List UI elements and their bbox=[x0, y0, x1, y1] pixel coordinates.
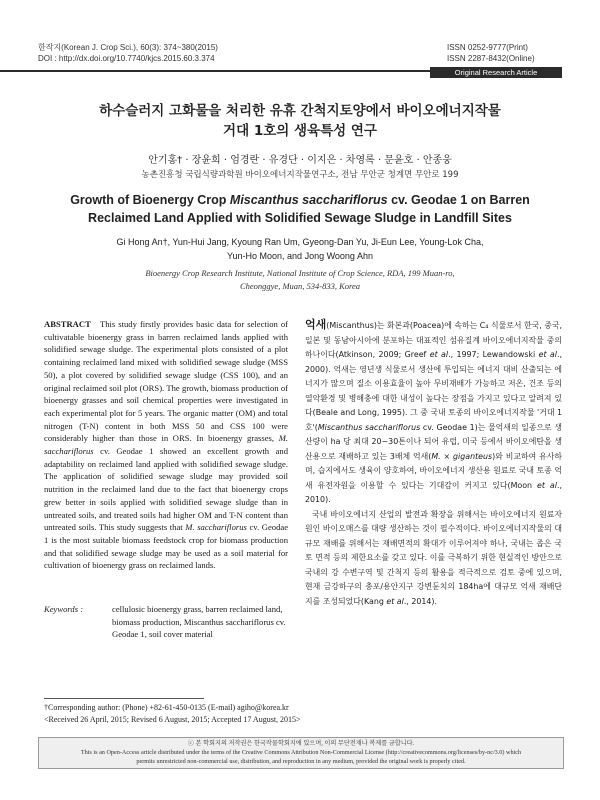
article-type-badge: Original Research Article bbox=[430, 67, 562, 78]
english-affiliation-line-1: Bioenergy Crop Research Institute, National Institute of Crop Science, RDA, 199 Muan-ro, bbox=[145, 268, 455, 278]
introduction-column bbox=[305, 318, 562, 609]
abstract-text-b: cv. Geodae 1 showed an excellent growth and adaptability on reclaimed land applied with solidified sewage sludge. The application of solidified sewage sludge may provided soil nutrition in the reclaimed land due to the fact that bioenergy crops grew better in soils applied with solidified sewage sludge than in untreated soils, and treated soils had higher OM and T-N content than untreated soils. This study suggests that bbox=[44, 446, 288, 533]
english-authors-line-2: Yun-Ho Moon, and Jong Woong Ahn bbox=[227, 251, 373, 261]
intro-p1-d: cv. Geodae 1)는 물억새의 일종으로 생산량이 ha 당 최대 20~30톤이나 되어 유럽, 미국 등에서 바이오에탄올 생산용으로 재배하고 있는 3배체 억새( bbox=[305, 422, 562, 461]
english-title-prefix: Growth of Bioenergy Crop bbox=[70, 193, 230, 207]
intro-et-al: et al bbox=[386, 596, 404, 606]
korean-title-line-1: 하수슬러지 고화물을 처리한 유휴 간척지토양에서 바이오에너지작물 bbox=[99, 103, 501, 119]
intro-giganteus-genus: M. bbox=[431, 451, 441, 461]
intro-et-al: et al bbox=[429, 350, 449, 359]
korean-authors: 안기홍† · 장윤희 · 엄경란 · 유경단 · 이지은 · 차영록 · 문윤호 · 안종웅 bbox=[148, 155, 452, 166]
korean-title-line-2: 거대 1호의 생육특성 연구 bbox=[223, 123, 377, 139]
abstract-species-2: M. sacchariflorus bbox=[185, 522, 247, 533]
intro-et-al: et al bbox=[537, 480, 557, 490]
abstract-label: ABSTRACT bbox=[44, 319, 91, 329]
intro-p1-a: (Miscanthus)는 화본과(Poacea)에 속하는 C₄ 식물로서 한국, 중국, 일본 및 동남아시아에 분포하는 대표적인 섬유질계 바이오에너지작물 중의 하나이다(Atkinson, 2009; Greef bbox=[305, 321, 562, 359]
abstract-text-a: This study firstly provides basic data for selection of cultivatable bioenergy grass in barren reclaimed lands applied with solidified sewage sludge. The experimental plots consisted of a plot containing reclaimed land mixed with solidified sewage sludge (MSS 50), a plot covered by solidified sewage sludge (CSS 100), and an original reclaimed soil plot (ORS). The growth, biomass production of bioenergy grasses and soil chemical properties were investigated in each experimental plot for 5 years. The organic matter (OM) and total nitrogen (T-N) content in both MSS 50 and CSS 100 were considerably higher than those in ORS. In bioenergy grasses, bbox=[44, 319, 289, 444]
english-title-line-2: Reclaimed Land Applied with Solidified Sewage Sludge in Landfill Sites bbox=[88, 211, 512, 225]
intro-lead-word: 억새 bbox=[305, 318, 327, 331]
doi-link[interactable]: DOI : http://dx.doi.org/10.7740/kjcs.2015.60.3.374 bbox=[38, 54, 215, 63]
copyright-notice: ⓒ 본 학회지의 저작권은 한국작물학회지에 있으며, 이의 무단전재나 복제를 금합니다. bbox=[187, 740, 415, 747]
keywords-text: cellulosic bioenergy grass, barren reclaimed land, biomass production, Miscanthus sacchariflorus cv. Geodae 1, soil cover material bbox=[112, 604, 286, 640]
footnote bbox=[44, 702, 301, 726]
license-box bbox=[38, 737, 564, 769]
intro-p1-f: )와 비교하여 유사하며, 습지에서도 생육이 양호하여, 바이오에너지 생산용 원료로 국내 토종 억새 유전자원을 이용할 수 있다는 기대감이 커지고 있다(Moon bbox=[305, 451, 562, 490]
intro-p1-b: ., 1997; Lewandowski bbox=[448, 350, 539, 359]
intro-paragraph-2 bbox=[305, 508, 562, 610]
license-text-line-1: This is an Open-Access article distributed under the terms of the Creative Commons Attribution Non-Commercial License (http://creativecommons.org/licenses/by-nc/3.0) which bbox=[80, 748, 522, 756]
intro-paragraph-1 bbox=[305, 318, 562, 508]
abstract-species-1: M. sacchariflorus bbox=[44, 433, 288, 457]
abstract-text-c: cv. Geodae 1 is the most suitable biomass feedstock crop for biomass production and that solidified sewage sludge may be used as a soil material for cultivation of bioenergy grass on reclaimed lands. bbox=[44, 522, 289, 571]
english-title-suffix: cv. Geodae 1 on Barren bbox=[387, 193, 530, 207]
intro-p1-c: ., 2000). 억새는 영년생 식물로서 생산에 투입되는 에너지 대비 산출되는 에너지가 많으며 질소 이용효율이 높아 무비재배가 가능하고 저온, 건조 등의 열악환경 및 병해충에 대한 내성이 높다는 장점을 가지고 있다고 알려져 있다(Beale and Long, 1995). 그 중 국내 토종의 바이오에너지작물 '거대 1호'( bbox=[305, 350, 562, 432]
license-text-line-2: permits unrestricted non-commercial use, distribution, and reproduction in any medium, provided the original work is properly cited. bbox=[136, 757, 466, 765]
corresponding-author: †Corresponding author: (Phone) +82-61-450-0135 (E-mail) agiho@korea.kr bbox=[44, 703, 289, 712]
journal-header bbox=[38, 42, 218, 64]
intro-p1-g: ., 2010). bbox=[305, 480, 562, 504]
english-title-species: Miscanthus sacchariflorus bbox=[229, 193, 388, 207]
issn-block bbox=[447, 42, 535, 64]
intro-giganteus-species: giganteus bbox=[453, 451, 493, 461]
intro-p2-b: ., 2014). bbox=[403, 596, 438, 606]
english-title-line-1 bbox=[0, 193, 600, 207]
journal-citation: 한작지(Korean J. Crop Sci.), 60(3): 374~380(2015) bbox=[38, 43, 218, 52]
intro-species: Miscanthus sacchariflorus bbox=[317, 422, 421, 432]
footnote-rule bbox=[44, 698, 204, 699]
abstract bbox=[44, 318, 288, 572]
received-dates: <Received 26 April, 2015; Revised 6 August, 2015; Accepted 17 August, 2015> bbox=[44, 715, 301, 724]
korean-affiliation: 농촌진흥청 국립식량과학원 바이오에너지작물연구소, 전남 무안군 청계면 무안로 199 bbox=[141, 170, 459, 180]
issn-online: ISSN 2287-8432(Online) bbox=[447, 54, 535, 63]
keywords-label: Keywords : bbox=[44, 604, 84, 614]
intro-p1-e: × bbox=[440, 451, 454, 461]
english-affiliation-line-2: Cheonggye, Muan, 534-833, Korea bbox=[239, 281, 361, 291]
intro-p2-a: 국내 바이오에너지 산업의 발전과 확장을 위해서는 바이오에너지 원료자원인 바이오매스를 대량 생산하는 것이 필수적이다. 바이오에너지작물의 대규모 재배를 위해서는 재배면적의 확대가 이루어져야 하나, 국내는 좁은 국토 면적 등의 제한요소를 갖고 있다. 이를 극복하기 위한 현실적인 방안으로 국내의 강 수변구역 및 간척지 등의 활용을 적극적으로 검토 중에 있으며, 현재 금강하구의 충포/용안지구 강변둔치의 184ha에 대규모 억새 재배단지를 조성되었다(Kang bbox=[305, 509, 562, 606]
issn-print: ISSN 0252-9777(Print) bbox=[447, 43, 528, 52]
intro-et-al: et al bbox=[538, 350, 557, 359]
english-authors-line-1: Gi Hong An†, Yun-Hui Jang, Kyoung Ran Um, Gyeong-Dan Yu, Ji-Eun Lee, Young-Lok Cha, bbox=[116, 237, 484, 247]
